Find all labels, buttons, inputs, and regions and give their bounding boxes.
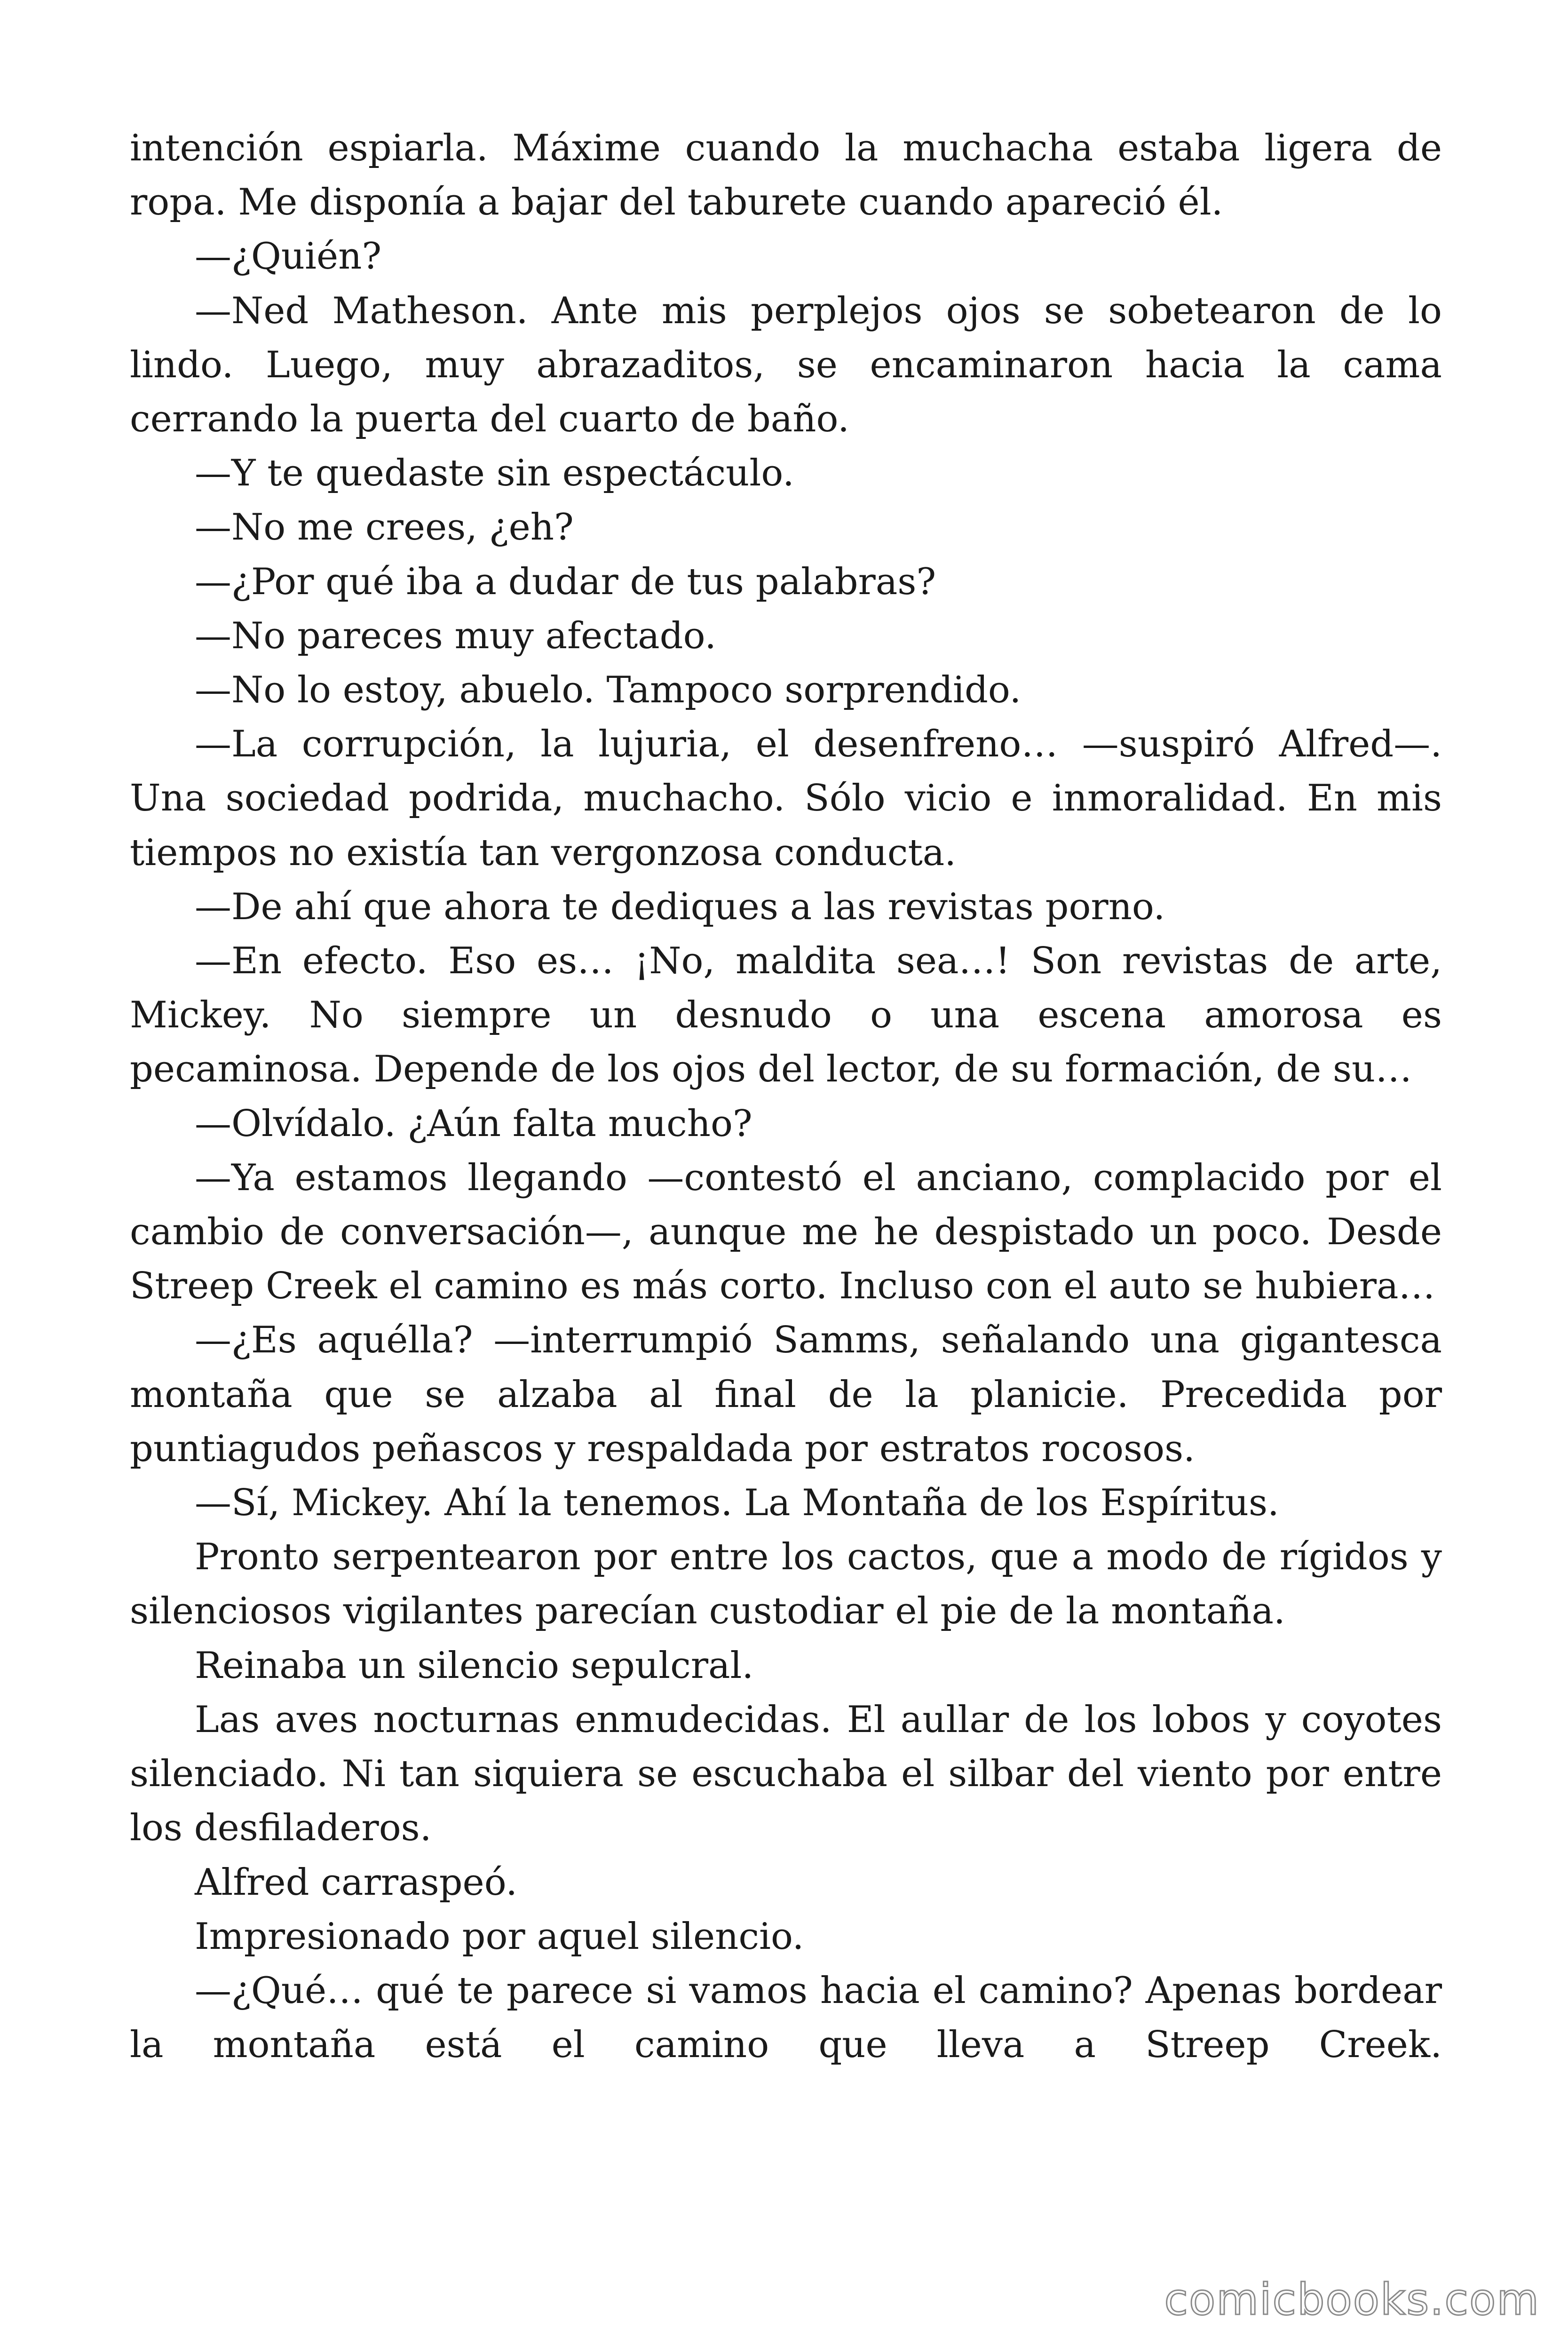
- paragraph-9: —La corrupción, la lujuria, el desenfreno… —suspiró Alfred—. Una sociedad podrida, muchacho. Sólo vicio e inmoralidad. En mis tiempos no existía tan vergonzosa conducta.: [130, 723, 1442, 874]
- paragraph-8: —No lo estoy, abuelo. Tampoco sorprendido.: [195, 669, 1022, 712]
- paragraph-20: Impresionado por aquel silencio.: [195, 1915, 804, 1958]
- paragraph-15: —Sí, Mickey. Ahí la tenemos. La Montaña de los Espíritus.: [195, 1482, 1279, 1525]
- paragraph-14: —¿Es aquélla? —interrumpió Samms, señalando una gigantesca montaña que se alzaba al final de la planicie. Precedida por puntiagudos peñascos y respaldada por estratos rocosos.: [130, 1319, 1442, 1470]
- paragraph-16: Pronto serpentearon por entre los cactos, que a modo de rígidos y silenciosos vigilantes parecían custodiar el pie de la montaña.: [130, 1536, 1442, 1633]
- paragraph-3: —Ned Matheson. Ante mis perplejos ojos se sobetearon de lo lindo. Luego, muy abrazaditos, se encaminaron hacia la cama cerrando la puerta del cuarto de baño.: [130, 289, 1442, 441]
- paragraph-7: —No pareces muy afectado.: [195, 614, 716, 657]
- paragraph-10: —De ahí que ahora te dediques a las revistas porno.: [195, 885, 1165, 928]
- paragraph-19: Alfred carraspeó.: [195, 1861, 518, 1904]
- paragraph-13: —Ya estamos llegando —contestó el anciano, complacido por el cambio de conversación—, aunque me he despistado un poco. Desde Streep Creek el camino es más corto. Incluso con el auto se hubiera…: [130, 1156, 1442, 1308]
- paragraph-2: —¿Quién?: [195, 235, 382, 278]
- paragraph-6: —¿Por qué iba a dudar de tus palabras?: [195, 560, 936, 603]
- body-text: [130, 121, 1442, 2072]
- paragraph-21: —¿Qué… qué te parece si vamos hacia el camino? Apenas bordear la montaña está el camino que lleva a Streep Creek.: [130, 1969, 1442, 2066]
- paragraph-18: Las aves nocturnas enmudecidas. El aullar de los lobos y coyotes silenciado. Ni tan siquiera se escuchaba el silbar del viento por entre los desfiladeros.: [130, 1698, 1442, 1850]
- paragraph-11: —En efecto. Eso es… ¡No, maldita sea…! Son revistas de arte, Mickey. No siempre un desnudo o una escena amorosa es pecaminosa. Depende de los ojos del lector, de su formación, de su…: [130, 940, 1442, 1091]
- paragraph-17: Reinaba un silencio sepulcral.: [195, 1644, 754, 1687]
- paragraph-5: —No me crees, ¿eh?: [195, 506, 574, 549]
- watermark-logo: comicbooks.com: [1164, 2274, 1540, 2325]
- paragraph-4: —Y te quedaste sin espectáculo.: [195, 452, 794, 495]
- paragraph-1: intención espiarla. Máxime cuando la muchacha estaba ligera de ropa. Me disponía a bajar del taburete cuando apareció él.: [130, 127, 1442, 224]
- paragraph-12: —Olvídalo. ¿Aún falta mucho?: [195, 1102, 752, 1145]
